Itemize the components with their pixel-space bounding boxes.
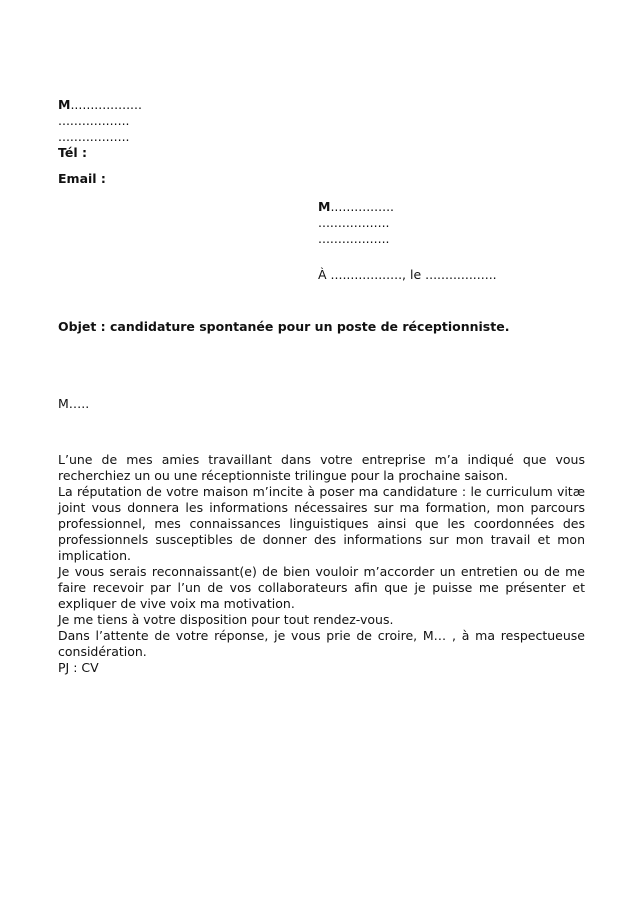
sender-name-line <box>58 97 142 113</box>
sender-name-dots: .................. <box>70 97 142 112</box>
body-paragraph-5: Dans l’attente de votre réponse, je vous prie de croire, M… , à ma respectueuse considération. <box>58 628 585 659</box>
body-paragraph-1: L’une de mes amies travaillant dans votre entreprise m’a indiqué que vous recherchiez un ou une réceptionniste trilingue pour la prochaine saison. <box>58 452 585 483</box>
sender-address-line-2: .................. <box>58 129 130 144</box>
recipient-name-dots: ................ <box>330 199 395 214</box>
sender-tel-label: Tél : <box>58 145 87 160</box>
body-paragraph-2: La réputation de votre maison m’incite à poser ma candidature : le curriculum vitæ joint vous donnera les informations nécessaires sur ma formation, mon parcours professionnel, mes connaissances linguistiques ainsi que les coordonnées des professionnels susceptibles de donner des informations sur mon travail et mon implication. <box>58 484 585 563</box>
subject-line: Objet : candidature spontanée pour un poste de réceptionniste. <box>58 319 510 334</box>
sender-email-label: Email : <box>58 171 106 186</box>
salutation-line: M….. <box>58 396 90 411</box>
recipient-name-prefix: M <box>318 199 331 214</box>
recipient-address-line-1: .................. <box>318 215 390 230</box>
sender-name-prefix: M <box>58 97 71 112</box>
recipient-block <box>318 199 394 247</box>
body-paragraph-4: Je me tiens à votre disposition pour tout rendez-vous. <box>58 612 394 627</box>
sender-block <box>58 97 142 187</box>
recipient-name-line <box>318 199 394 215</box>
recipient-address-line-2: .................. <box>318 231 390 246</box>
place-date-line: À .................., le .................. <box>318 267 497 282</box>
attachment-line: PJ : CV <box>58 660 99 675</box>
letter-body <box>58 452 585 676</box>
body-paragraph-3: Je vous serais reconnaissant(e) de bien vouloir m’accorder un entretien ou de me faire recevoir par l’un de vos collaborateurs afin que je puisse me présenter et expliquer de vive voix ma motivation. <box>58 564 585 611</box>
sender-address-line-1: .................. <box>58 113 130 128</box>
